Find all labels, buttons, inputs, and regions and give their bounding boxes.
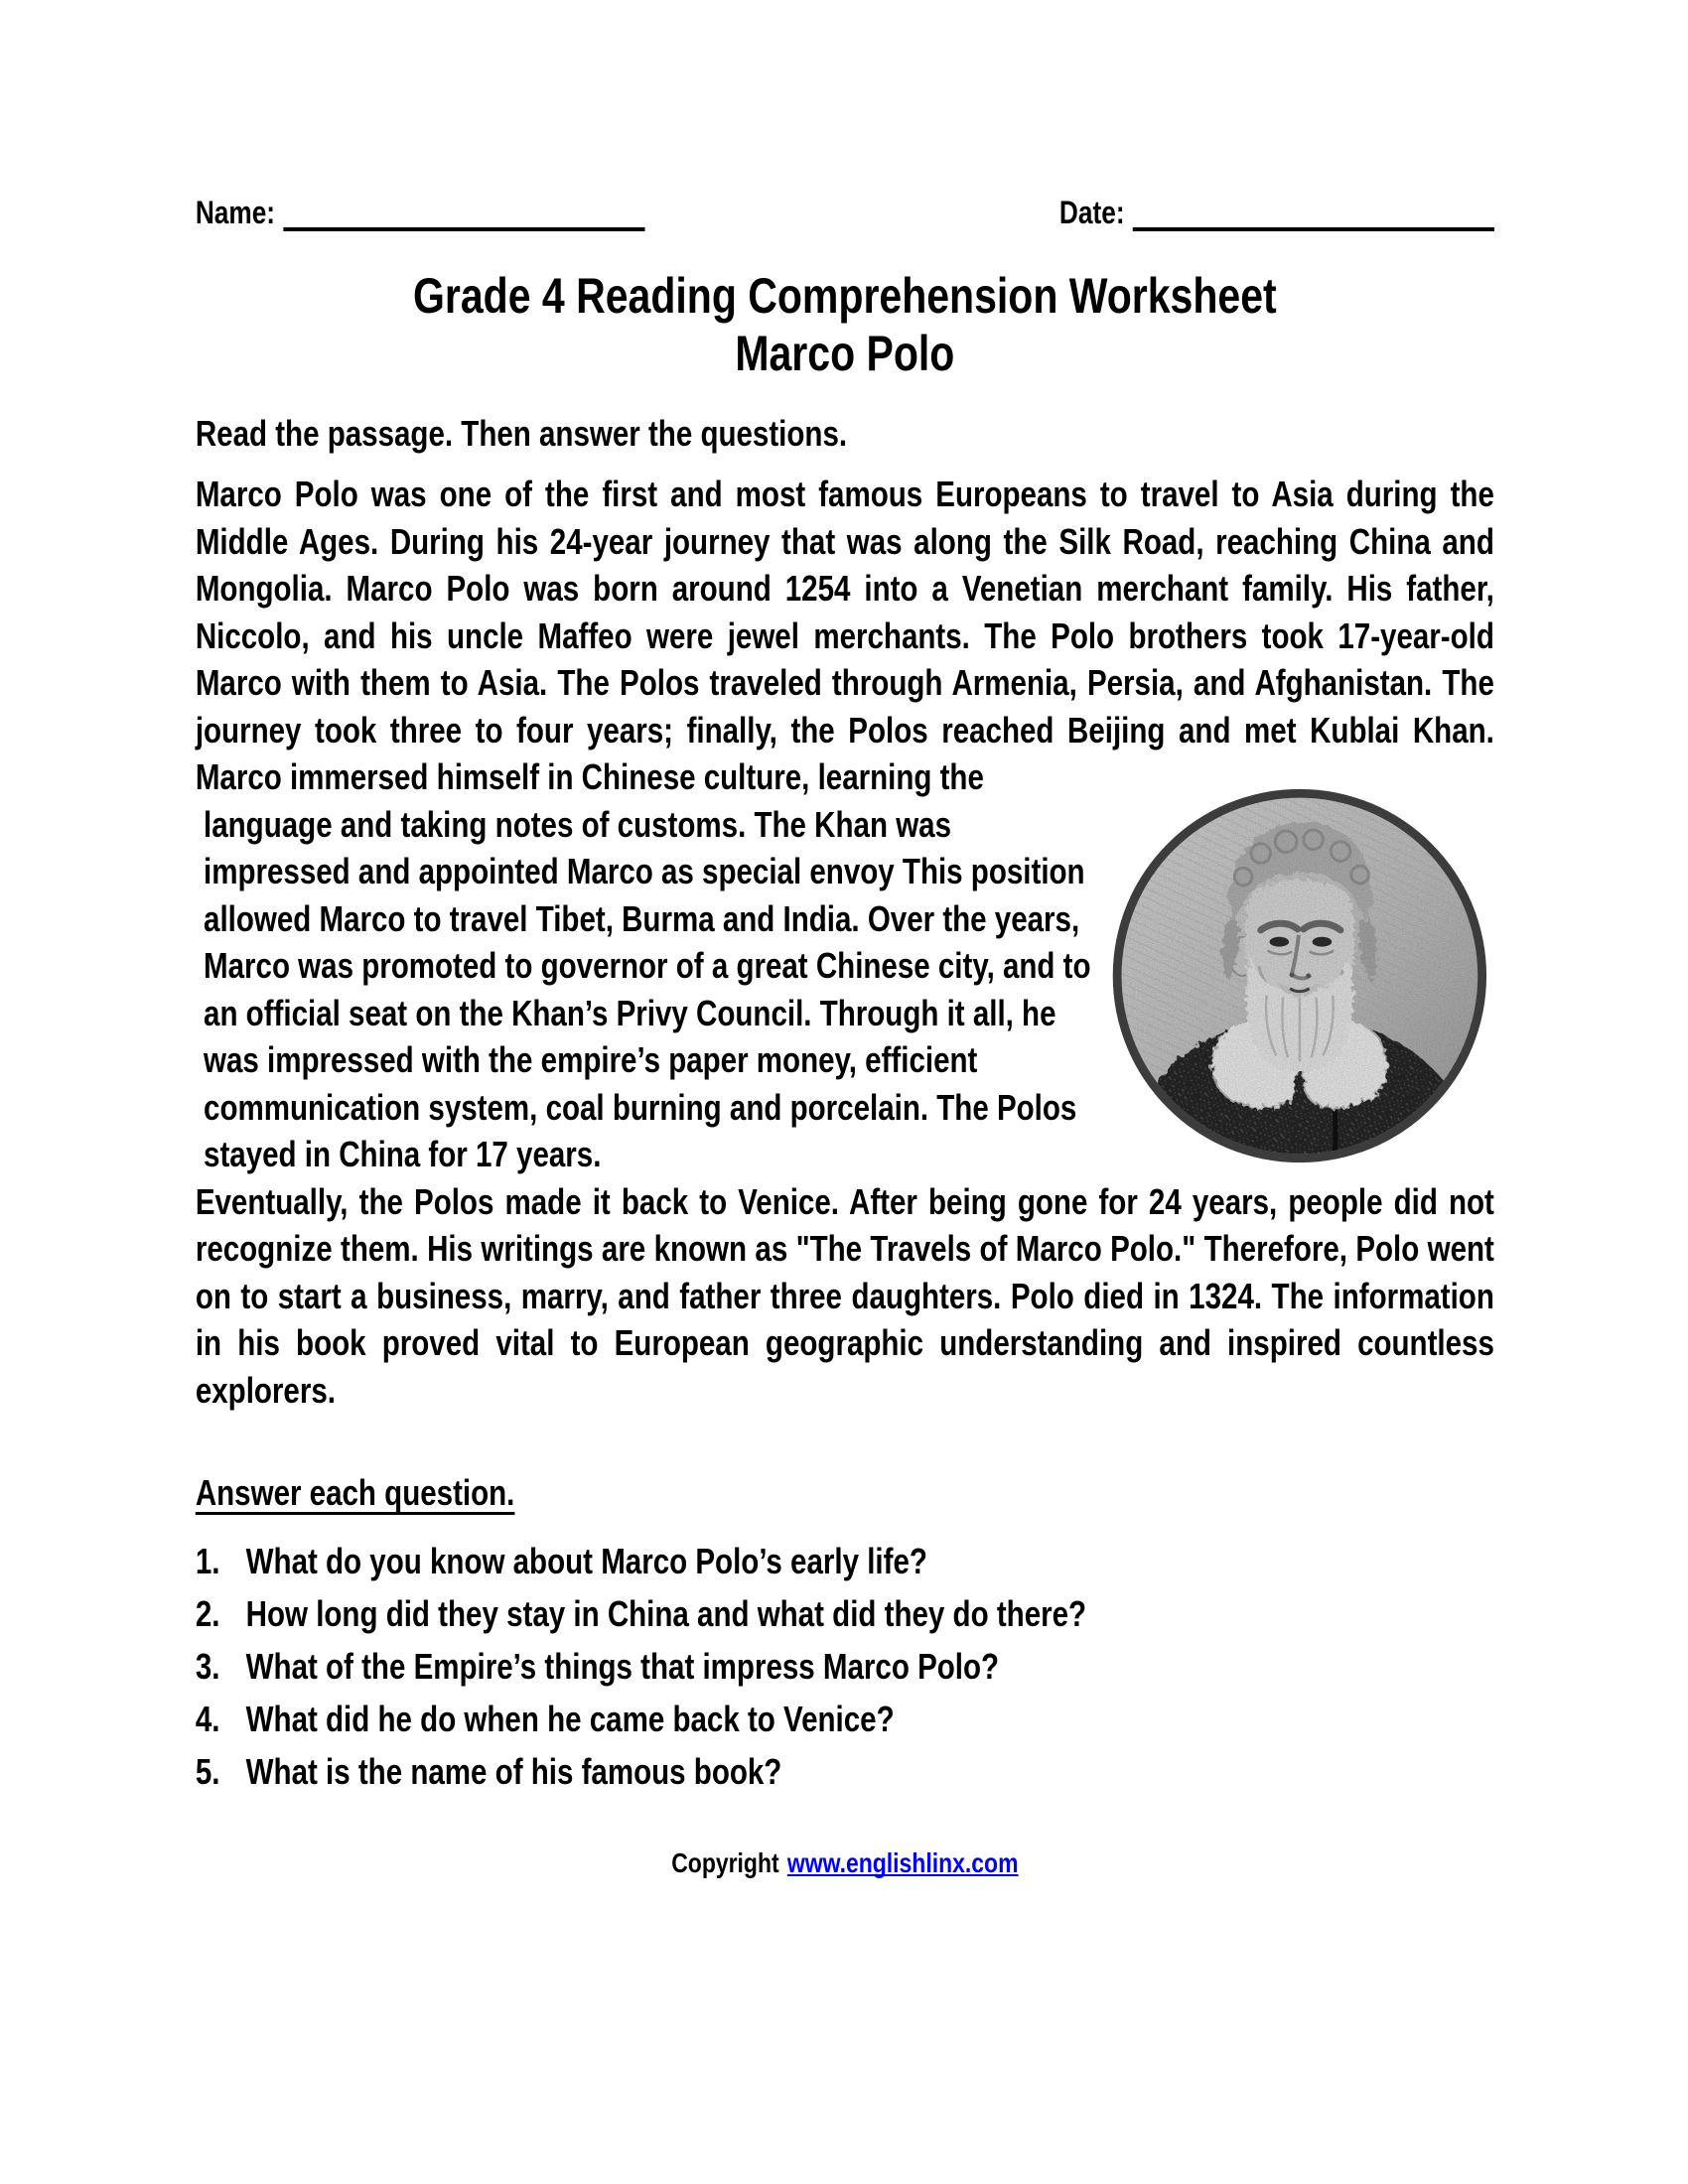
passage-part-2: Marco immersed himself in Chinese culture, learning the language and taking notes of customs. The Khan was impressed and appointed Marco as special envoy This position allowed Marco to travel Tibet, Burma and India. Over the years, Marco was promoted to governor of a great Chinese city, and to an official seat on the Khan’s Privy Council. Through it all, he was impressed with the empire’s paper money, efficient communication system, coal burning and porcelain. The Polos stayed in China for 17 years. — [195, 756, 1091, 1174]
answer-section-heading: Answer each question. — [195, 1472, 515, 1513]
question-text: How long did they stay in China and what did they do there? — [245, 1593, 1087, 1634]
passage-part-1: Marco Polo was one of the first and most famous Europeans to travel to Asia during the Middle Ages. During his 24-year journey that was along the Silk Road, reaching China and Mongolia. Marco Polo was born around 1254 into a Venetian merchant family. His father, Niccolo, and his uncle Maffeo were jewel merchants. The Polo brothers took 17-year-old Marco with them to Asia. The Polos traveled through Armenia, Persia, and Afghanistan. The journey took three to four years; finally, the Polos reached Beijing and met Kublai Khan. — [195, 474, 1494, 751]
copyright-label: Copyright — [671, 1847, 779, 1878]
question-number: 5. — [195, 1751, 220, 1792]
portrait-container — [1105, 753, 1494, 1170]
question-number: 3. — [195, 1646, 220, 1687]
date-field — [1059, 195, 1494, 231]
question-text: What did he do when he came back to Venice? — [245, 1699, 895, 1739]
footer — [196, 1846, 1494, 1880]
question-item — [196, 1590, 1494, 1637]
passage-part-3: Eventually, the Polos made it back to Venice. After being gone for 24 years, people did not recognize them. His writings are known as "The Travels of Marco Polo." Therefore, Polo went on to start a business, marry, and father three daughters. Polo died in 1324. The information in his book proved vital to European geographic understanding and inspired countless explorers. — [195, 1180, 1494, 1411]
question-item — [196, 1643, 1494, 1690]
question-text: What of the Empire’s things that impress Marco Polo? — [245, 1646, 1000, 1687]
name-blank-line[interactable] — [283, 198, 644, 231]
question-text: What do you know about Marco Polo’s early life? — [245, 1541, 927, 1581]
passage-with-portrait — [196, 753, 1494, 1178]
worksheet-subtitle: Marco Polo — [735, 326, 955, 381]
question-list — [196, 1538, 1494, 1795]
question-item — [196, 1696, 1494, 1742]
date-blank-line[interactable] — [1133, 198, 1494, 231]
question-number: 4. — [195, 1699, 220, 1739]
question-number: 1. — [195, 1541, 220, 1581]
question-item — [196, 1748, 1494, 1795]
instruction-text: Read the passage. Then answer the questions. — [195, 413, 848, 454]
question-number: 2. — [195, 1593, 220, 1634]
copyright-link[interactable]: www.englishlinx.com — [786, 1847, 1019, 1878]
name-label: Name: — [195, 195, 276, 230]
date-label: Date: — [1058, 195, 1125, 230]
question-text: What is the name of his famous book? — [245, 1751, 782, 1792]
name-date-row — [196, 195, 1494, 231]
question-item — [196, 1538, 1494, 1584]
name-field — [196, 195, 645, 231]
worksheet-title: Grade 4 Reading Comprehension Worksheet — [413, 268, 1277, 324]
marco-polo-portrait — [1105, 781, 1494, 1170]
